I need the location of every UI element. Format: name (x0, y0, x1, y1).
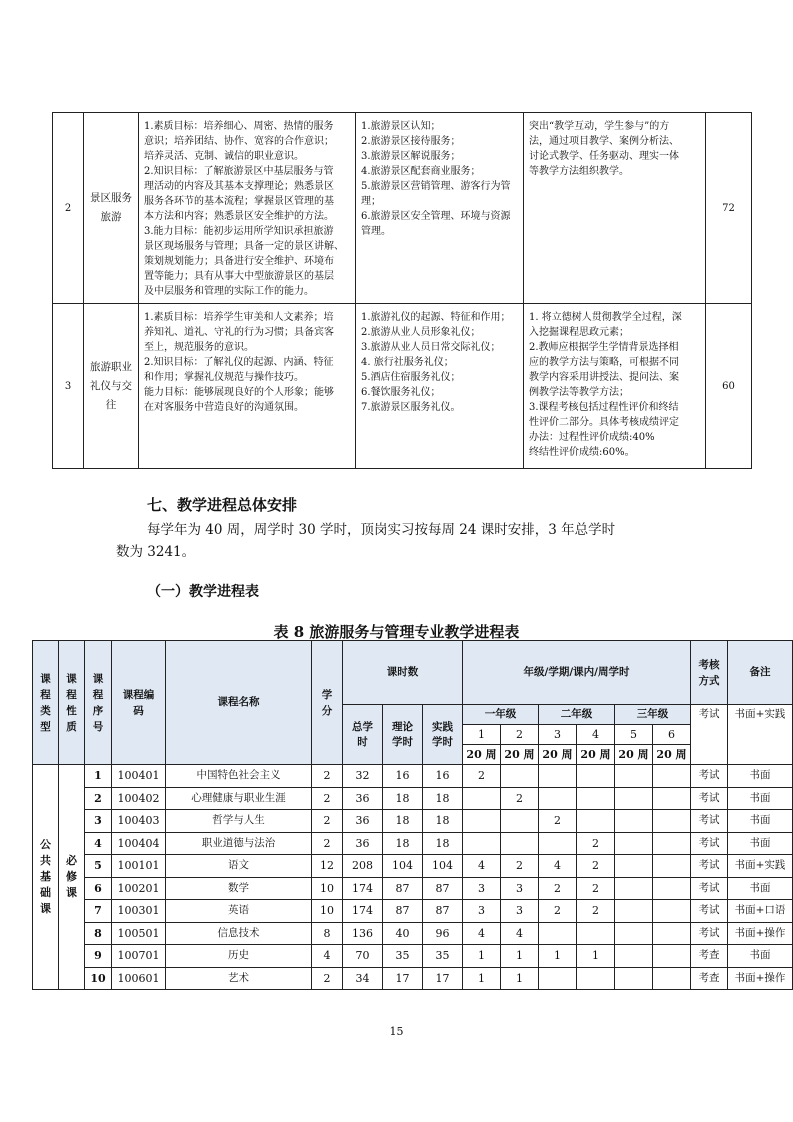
term-hours-5 (615, 810, 653, 833)
course-practice-hours: 18 (423, 810, 463, 833)
header-type: 课程类型 (33, 641, 59, 765)
term-hours-1 (463, 787, 501, 810)
term-hours-6 (653, 900, 691, 923)
text-line: 本方法和内容；熟悉景区安全维护的方法。 (144, 211, 334, 222)
header-total: 总学时 (343, 705, 383, 765)
course-seq: 9 (85, 945, 112, 968)
table-row (33, 787, 793, 810)
text-line: 6.餐饮服务礼仪； (361, 387, 441, 398)
course-total-hours: 36 (343, 832, 383, 855)
header-remark: 备注 (728, 641, 793, 705)
course-seq: 1 (85, 765, 112, 788)
course-goals (139, 304, 356, 469)
course-practice-hours: 17 (423, 967, 463, 990)
course-remark: 书面+实践 (728, 855, 793, 878)
course-remark: 书面 (728, 832, 793, 855)
term-hours-5 (615, 765, 653, 788)
header-weeks-5: 20 周 (615, 745, 653, 765)
course-total-hours: 36 (343, 810, 383, 833)
header-name: 课程名称 (166, 641, 312, 765)
term-hours-2: 4 (501, 922, 539, 945)
objectives-row (53, 304, 752, 469)
course-remark: 书面 (728, 765, 793, 788)
term-hours-3 (539, 832, 577, 855)
text-line: 2.旅游景区接待服务； (361, 136, 461, 147)
term-hours-2 (501, 832, 539, 855)
term-hours-1 (463, 832, 501, 855)
course-seq: 10 (85, 967, 112, 990)
course-total-hours: 34 (343, 967, 383, 990)
text-line: 管理。 (361, 226, 391, 237)
term-hours-2: 1 (501, 967, 539, 990)
course-credit: 2 (312, 787, 343, 810)
term-hours-1: 3 (463, 877, 501, 900)
text-line: 7.旅游景区服务礼仪。 (361, 402, 461, 413)
table-caption: 表 8 旅游服务与管理专业教学进程表 (273, 623, 520, 641)
header-hours-group: 课时数 (343, 641, 463, 705)
term-hours-1: 1 (463, 967, 501, 990)
term-hours-3: 2 (539, 810, 577, 833)
term-hours-6 (653, 922, 691, 945)
table-row (33, 900, 793, 923)
table-row (33, 832, 793, 855)
term-hours-2 (501, 765, 539, 788)
course-credit: 10 (312, 877, 343, 900)
header-credit: 学分 (312, 641, 343, 765)
text-line: 办法：过程性评价成绩:40% (529, 432, 655, 443)
term-hours-3: 2 (539, 877, 577, 900)
course-credit: 10 (312, 900, 343, 923)
course-name: 景区服务旅游 (84, 113, 139, 304)
course-theory-hours: 87 (383, 900, 423, 923)
header-assess-sub: 考试 (691, 705, 728, 765)
term-hours-4 (577, 922, 615, 945)
course-assess: 考试 (691, 810, 728, 833)
term-hours-4: 1 (577, 945, 615, 968)
term-hours-3 (539, 787, 577, 810)
term-hours-2: 1 (501, 945, 539, 968)
term-hours-4: 2 (577, 877, 615, 900)
text-line: 2.知识目标：了解旅游景区中基层服务与管 (144, 166, 334, 177)
term-hours-2: 2 (501, 855, 539, 878)
course-credit: 4 (312, 945, 343, 968)
header-term-4: 4 (577, 725, 615, 745)
course-total-hours: 208 (343, 855, 383, 878)
course-seq: 6 (85, 877, 112, 900)
course-total-hours: 136 (343, 922, 383, 945)
text-line: 法，通过项目教学、案例分析法、 (529, 136, 679, 147)
course-name: 历史 (166, 945, 312, 968)
course-assess: 考试 (691, 877, 728, 900)
course-assess: 考查 (691, 945, 728, 968)
header-term-2: 2 (501, 725, 539, 745)
term-hours-4: 2 (577, 900, 615, 923)
course-credit: 2 (312, 832, 343, 855)
course-total-hours: 174 (343, 877, 383, 900)
course-name: 英语 (166, 900, 312, 923)
term-hours-4: 2 (577, 855, 615, 878)
teaching-method (524, 113, 706, 304)
term-hours-3: 2 (539, 900, 577, 923)
term-hours-2: 3 (501, 900, 539, 923)
text-line: 理活动的内容及其基本支撑理论；熟悉景区 (144, 181, 334, 192)
term-hours-3 (539, 765, 577, 788)
term-hours-3 (539, 922, 577, 945)
course-objectives-table (52, 112, 752, 469)
course-goals (139, 113, 356, 304)
text-line: 3.能力目标：能初步运用所学知识承担旅游 (144, 226, 334, 237)
term-hours-6 (653, 787, 691, 810)
table-row (33, 765, 793, 788)
header-year3: 三年级 (615, 705, 691, 725)
course-theory-hours: 35 (383, 945, 423, 968)
text-line: 终结性评价成绩:60%。 (529, 447, 635, 458)
course-theory-hours: 40 (383, 922, 423, 945)
course-seq: 7 (85, 900, 112, 923)
text-line: 6.旅游景区安全管理、环境与资源 (361, 211, 511, 222)
term-hours-4 (577, 967, 615, 990)
text-line: 景区现场服务与管理；具备一定的景区讲解、 (144, 241, 344, 252)
course-assess: 考试 (691, 765, 728, 788)
text-line: 置等能力；具有从事大中型旅游景区的基层 (144, 271, 334, 282)
text-line: 养知礼、道礼、守礼的行为习惯；具备宾客 (144, 327, 334, 338)
course-code: 100201 (112, 877, 166, 900)
course-remark: 书面 (728, 787, 793, 810)
header-grade-group: 年级/学期/课内/周学时 (463, 641, 691, 705)
text-line: 例教学法等教学方法； (529, 387, 629, 398)
course-name: 艺术 (166, 967, 312, 990)
header-term-6: 6 (653, 725, 691, 745)
course-seq: 4 (85, 832, 112, 855)
text-line: 5.酒店住宿服务礼仪； (361, 372, 461, 383)
term-hours-4 (577, 765, 615, 788)
table-row (33, 855, 793, 878)
text-line: 意识；培养团结、协作、宽容的合作意识； (144, 136, 334, 147)
text-line: 及中层服务和管理的实际工作的能力。 (144, 286, 314, 297)
course-practice-hours: 87 (423, 877, 463, 900)
text-line: 2.旅游从业人员形象礼仪； (361, 327, 481, 338)
term-hours-5 (615, 877, 653, 900)
course-total-hours: 36 (343, 787, 383, 810)
course-code: 100402 (112, 787, 166, 810)
course-code: 100301 (112, 900, 166, 923)
text-line: 4.旅游景区配套商业服务； (361, 166, 481, 177)
course-theory-hours: 18 (383, 787, 423, 810)
term-hours-4 (577, 810, 615, 833)
course-credit: 12 (312, 855, 343, 878)
course-credit: 2 (312, 967, 343, 990)
header-weeks-1: 20 周 (463, 745, 501, 765)
course-practice-hours: 16 (423, 765, 463, 788)
course-name: 旅游职业礼仪与交往 (84, 304, 139, 469)
page-number: 15 (389, 1025, 404, 1038)
header-assess: 考核方式 (691, 641, 728, 705)
header-code: 课程编码 (112, 641, 166, 765)
term-hours-2: 3 (501, 877, 539, 900)
row-number: 2 (53, 113, 84, 304)
course-code: 100701 (112, 945, 166, 968)
course-code: 100403 (112, 810, 166, 833)
course-content (356, 304, 524, 469)
course-assess: 考查 (691, 967, 728, 990)
text-line: 1.素质目标：培养细心、周密、热情的服务 (144, 121, 334, 132)
course-credit: 8 (312, 922, 343, 945)
term-hours-4 (577, 787, 615, 810)
header-seq: 课程序号 (85, 641, 112, 765)
text-line: 突出“教学互动，学生参与”的方 (529, 121, 670, 132)
teaching-schedule-table (32, 640, 793, 990)
course-practice-hours: 104 (423, 855, 463, 878)
text-line: 1.旅游景区认知； (361, 121, 441, 132)
course-assess: 考试 (691, 900, 728, 923)
text-line: 性评价二部分。具体考核成绩评定 (529, 417, 679, 428)
header-term-3: 3 (539, 725, 577, 745)
term-hours-6 (653, 832, 691, 855)
course-seq: 3 (85, 810, 112, 833)
term-hours-6 (653, 765, 691, 788)
course-name: 信息技术 (166, 922, 312, 945)
term-hours-6 (653, 855, 691, 878)
course-name: 语文 (166, 855, 312, 878)
course-theory-hours: 18 (383, 832, 423, 855)
text-line: 等教学方法组织教学。 (529, 166, 629, 177)
header-nature: 课程性质 (59, 641, 85, 765)
term-hours-6 (653, 945, 691, 968)
term-hours-3: 4 (539, 855, 577, 878)
text-line: 和作用；掌握礼仪规范与操作技巧。 (144, 372, 304, 383)
header-term-5: 5 (615, 725, 653, 745)
course-code: 100404 (112, 832, 166, 855)
course-name: 数学 (166, 877, 312, 900)
table-row (33, 922, 793, 945)
course-theory-hours: 16 (383, 765, 423, 788)
text-line: 5.旅游景区营销管理、游客行为管 (361, 181, 511, 192)
text-line: 1.旅游礼仪的起源、特征和作用； (361, 312, 511, 323)
text-line: 4. 旅行社服务礼仪； (361, 357, 454, 368)
course-assess: 考试 (691, 922, 728, 945)
teaching-method (524, 304, 706, 469)
text-line: 应的教学方法与策略，可根据不同 (529, 357, 679, 368)
course-seq: 8 (85, 922, 112, 945)
course-hours: 72 (706, 113, 752, 304)
header-year1: 一年级 (463, 705, 539, 725)
course-code: 100401 (112, 765, 166, 788)
course-seq: 5 (85, 855, 112, 878)
text-line: 1.素质目标：培养学生审美和人文素养；培 (144, 312, 334, 323)
term-hours-6 (653, 967, 691, 990)
course-name: 中国特色社会主义 (166, 765, 312, 788)
text-line: 能力目标：能够展现良好的个人形象；能够 (144, 387, 334, 398)
course-theory-hours: 104 (383, 855, 423, 878)
course-assess: 考试 (691, 832, 728, 855)
header-weeks-2: 20 周 (501, 745, 539, 765)
course-practice-hours: 96 (423, 922, 463, 945)
text-line: 讨论式教学、任务驱动、理实一体 (529, 151, 679, 162)
term-hours-1: 4 (463, 855, 501, 878)
term-hours-5 (615, 945, 653, 968)
course-remark: 书面+口语 (728, 900, 793, 923)
text-line: 3.课程考核包括过程性评价和终结 (529, 402, 679, 413)
subsection-heading: （一）教学进程表 (147, 584, 259, 600)
course-remark: 书面+操作 (728, 922, 793, 945)
course-seq: 2 (85, 787, 112, 810)
course-practice-hours: 18 (423, 787, 463, 810)
text-line: 服务各环节的基本流程；掌握景区管理的基 (144, 196, 334, 207)
term-hours-1: 2 (463, 765, 501, 788)
course-content (356, 113, 524, 304)
table-row (33, 877, 793, 900)
text-line: 策划规划能力；具备进行安全维护、环境布 (144, 256, 334, 267)
term-hours-6 (653, 877, 691, 900)
header-practice: 实践学时 (423, 705, 463, 765)
text-line: 至上，规范服务的意识。 (144, 342, 254, 353)
table-row (33, 945, 793, 968)
group-nature: 必修课 (59, 765, 85, 990)
section-paragraph: 每学年为 40 周，周学时 30 学时，顶岗实习按每周 24 课时安排，3 年总学时 (147, 522, 616, 538)
term-hours-5 (615, 787, 653, 810)
term-hours-2: 2 (501, 787, 539, 810)
section-paragraph-cont: 数为 3241。 (116, 544, 196, 560)
course-code: 100101 (112, 855, 166, 878)
text-line: 2.教师应根据学生学情背景选择相 (529, 342, 679, 353)
table-row (33, 967, 793, 990)
text-line: 3.旅游从业人员日常交际礼仪； (361, 342, 501, 353)
course-practice-hours: 35 (423, 945, 463, 968)
term-hours-3 (539, 967, 577, 990)
course-name: 哲学与人生 (166, 810, 312, 833)
course-practice-hours: 87 (423, 900, 463, 923)
course-hours: 60 (706, 304, 752, 469)
header-theory: 理论学时 (383, 705, 423, 765)
term-hours-1: 4 (463, 922, 501, 945)
term-hours-5 (615, 922, 653, 945)
course-remark: 书面+操作 (728, 967, 793, 990)
course-total-hours: 70 (343, 945, 383, 968)
group-type: 公共基础课 (33, 765, 59, 990)
term-hours-5 (615, 900, 653, 923)
term-hours-6 (653, 810, 691, 833)
course-total-hours: 32 (343, 765, 383, 788)
course-assess: 考试 (691, 787, 728, 810)
course-code: 100501 (112, 922, 166, 945)
course-assess: 考试 (691, 855, 728, 878)
course-credit: 2 (312, 765, 343, 788)
term-hours-5 (615, 967, 653, 990)
row-number: 3 (53, 304, 84, 469)
text-line: 教学内容采用讲授法、提问法、案 (529, 372, 679, 383)
course-total-hours: 174 (343, 900, 383, 923)
text-line: 3.旅游景区解说服务； (361, 151, 461, 162)
text-line: 入挖掘课程思政元素； (529, 327, 629, 338)
section-heading: 七、教学进程总体安排 (147, 496, 298, 514)
term-hours-5 (615, 855, 653, 878)
course-practice-hours: 18 (423, 832, 463, 855)
term-hours-1 (463, 810, 501, 833)
header-term-1: 1 (463, 725, 501, 745)
term-hours-3: 1 (539, 945, 577, 968)
term-hours-5 (615, 832, 653, 855)
course-code: 100601 (112, 967, 166, 990)
course-remark: 书面 (728, 877, 793, 900)
header-remark-sub: 书面+实践 (728, 705, 793, 765)
course-remark: 书面 (728, 945, 793, 968)
header-weeks-6: 20 周 (653, 745, 691, 765)
text-line: 理； (361, 196, 381, 207)
course-credit: 2 (312, 810, 343, 833)
term-hours-2 (501, 810, 539, 833)
course-name: 心理健康与职业生涯 (166, 787, 312, 810)
header-year2: 二年级 (539, 705, 615, 725)
term-hours-4: 2 (577, 832, 615, 855)
table-row (33, 810, 793, 833)
text-line: 在对客服务中营造良好的沟通氛围。 (144, 402, 304, 413)
course-name: 职业道德与法治 (166, 832, 312, 855)
objectives-row (53, 113, 752, 304)
header-weeks-3: 20 周 (539, 745, 577, 765)
text-line: 培养灵活、克制、诚信的职业意识。 (144, 151, 304, 162)
header-weeks-4: 20 周 (577, 745, 615, 765)
course-theory-hours: 17 (383, 967, 423, 990)
course-remark: 书面 (728, 810, 793, 833)
text-line: 1. 将立德树人贯彻教学全过程，深 (529, 312, 682, 323)
text-line: 2.知识目标：了解礼仪的起源、内涵、特征 (144, 357, 334, 368)
term-hours-1: 1 (463, 945, 501, 968)
course-theory-hours: 18 (383, 810, 423, 833)
term-hours-1: 3 (463, 900, 501, 923)
course-theory-hours: 87 (383, 877, 423, 900)
